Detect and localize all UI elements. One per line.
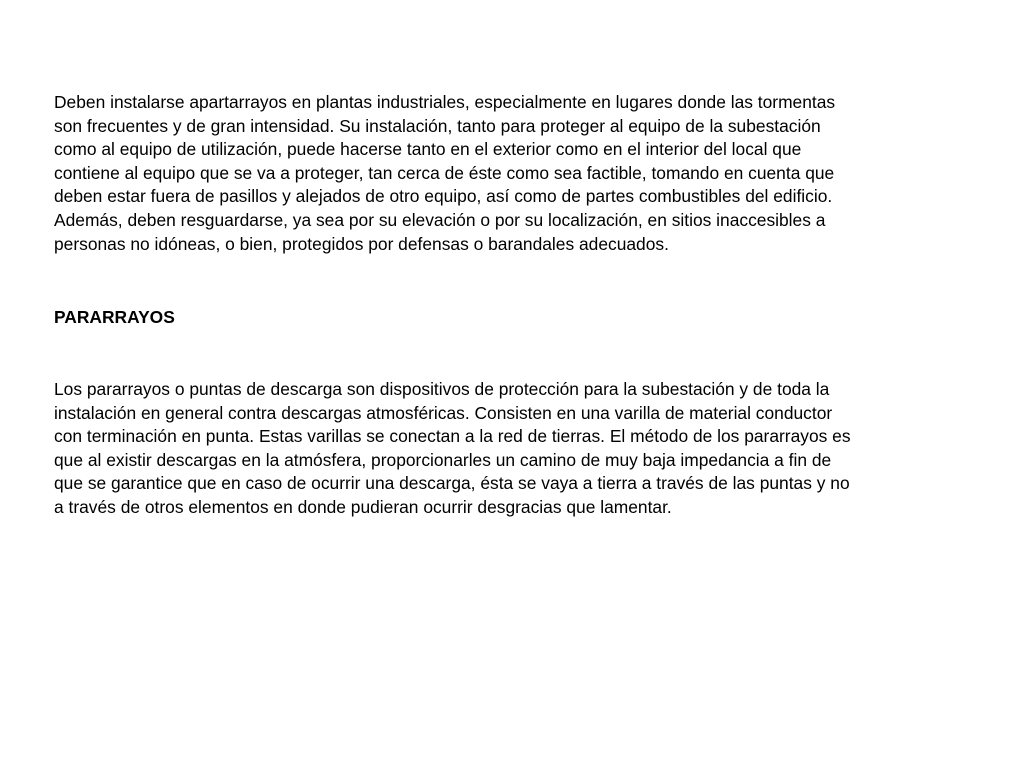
section-heading: PARARRAYOS <box>54 307 175 327</box>
text-line: contiene al equipo que se va a proteger, tan cerca de éste como sea factible, tomando en cuenta que <box>54 162 835 183</box>
text-line: con terminación en punta. Estas varillas se conectan a la red de tierras. El método de los pararrayos es <box>54 426 851 447</box>
text-line: Además, deben resguardarse, ya sea por su elevación o por su localización, en sitios inaccesibles a <box>54 209 826 230</box>
text-line: Deben instalarse apartarrayos en plantas industriales, especialmente en lugares donde las tormentas <box>54 92 836 112</box>
text-line: instalación en general contra descargas atmosféricas. Consisten en una varilla de material conductor <box>54 402 833 423</box>
paragraph-pararrayos <box>54 378 974 520</box>
text-line: Los pararrayos o puntas de descarga son dispositivos de protección para la subestación y de toda la <box>54 379 830 399</box>
text-line: a través de otros elementos en donde pudieran ocurrir desgracias que lamentar. <box>54 496 672 517</box>
text-line: son frecuentes y de gran intensidad. Su instalación, tanto para proteger al equipo de la subestación <box>54 115 821 136</box>
text-line: personas no idóneas, o bien, protegidos por defensas o barandales adecuados. <box>54 233 669 254</box>
text-line: como al equipo de utilización, puede hacerse tanto en el exterior como en el interior del local que <box>54 139 802 160</box>
text-line: deben estar fuera de pasillos y alejados de otro equipo, así como de partes combustibles del edificio. <box>54 186 833 207</box>
text-line: que se garantice que en caso de ocurrir una descarga, ésta se vaya a tierra a través de las puntas y no <box>54 473 850 494</box>
text-line: que al existir descargas en la atmósfera, proporcionarles un camino de muy baja impedancia a fin de <box>54 449 832 470</box>
paragraph-apartarrayos <box>54 91 974 256</box>
